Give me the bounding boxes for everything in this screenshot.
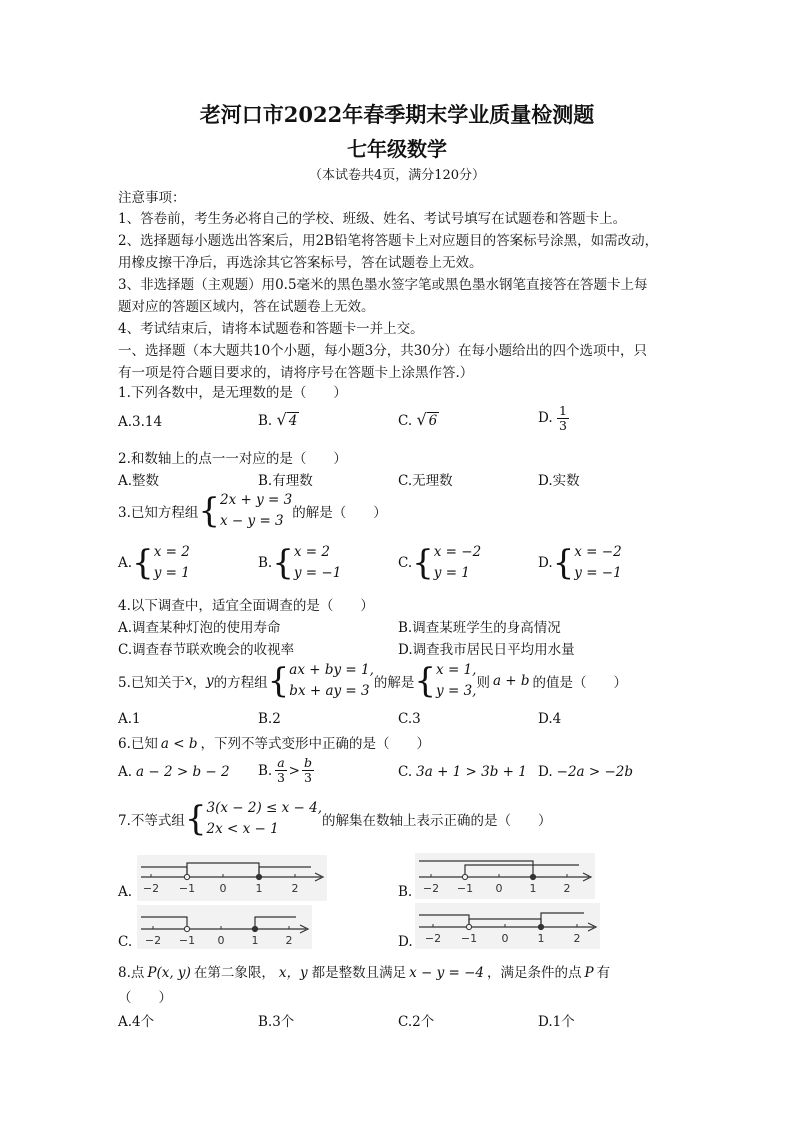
tick-label: 0 [501,932,509,945]
left-brace: { [414,661,437,701]
q4-option-c: C.调查春节联欢晚会的收视率 [118,642,295,658]
q8-mid3: ，满足条件的点 [487,965,582,981]
q5-prefix: 5.已知关于 [118,675,185,691]
left-brace: { [184,799,207,839]
q8-option-b: B.3个 [258,1014,295,1030]
endpoint-dot [538,924,543,929]
q3-c-label: C. [398,555,413,571]
tick-label: −1 [456,882,474,895]
endpoint-dot [466,924,471,929]
q8-paren: （ ） [118,990,172,1006]
q6-c-label: C. [398,764,413,780]
section1-line2: 有一项是符合题目要求的，请将序号在答题卡上涂黑作答.） [118,365,474,381]
tick-label: 0 [217,934,225,947]
solution-bracket [465,865,579,877]
q5-sol1: x = 1, [436,662,477,678]
q8-point: P(x, y) [147,965,191,981]
q8-option-c: C.2个 [398,1014,435,1030]
tick-label: −1 [460,932,478,945]
q3-eq2: x − y = 3 [220,513,284,529]
tick-label: 1 [251,934,259,947]
q3-option-a [118,542,190,584]
q6-cond: a < b [160,736,198,752]
q3-b-eq1: x = 2 [293,544,330,560]
left-brace: { [267,661,290,701]
note-3a: 3、非选择题（主观题）用0.5毫米的黑色墨水签字笔或黑色墨水钢笔直接答在答题卡上每 [118,277,648,293]
q6-b-num2: b [303,755,312,770]
q3-option-c [398,542,481,584]
q3-d-eq1: x = −2 [574,544,622,560]
q8-option-a: A.4个 [118,1014,155,1030]
solution-bracket [259,867,311,877]
q6-option-d [538,764,633,780]
sqrt-symbol: √ [276,410,287,429]
q6-d-label: D. [538,764,553,780]
q8-prefix: 8.点 [118,965,145,981]
left-brace: { [552,543,575,583]
tick-label: −1 [178,882,196,895]
q4-option-a: A.调查某种灯泡的使用寿命 [118,620,281,636]
q8-tail: 有 [596,965,611,981]
q5-sep: ， [192,675,207,691]
note-1: 1、答卷前，考生务必将自己的学校、班级、姓名、考试号填写在试题卷和答题卡上。 [118,211,627,227]
q1-c-prefix: C. [398,413,413,429]
q1-d-denominator: 3 [558,418,567,433]
tick-label: 2 [285,934,293,947]
tick-label: 0 [219,882,227,895]
solution-bracket [255,917,296,929]
left-brace: { [132,543,154,583]
left-brace: { [412,543,434,583]
q5-option-c: C.3 [398,711,421,727]
q6-b-gt: > [288,762,300,779]
tick-label: −2 [144,934,162,947]
q1-d-numerator: 1 [558,403,567,418]
tick-label: −2 [424,932,442,945]
solution-bracket [541,913,584,927]
number-line-d [415,903,600,949]
q5-eq2: bx + ay = 3 [289,683,370,699]
tick-label: 2 [563,882,571,895]
q8-cond: x − y = −4 [409,965,485,981]
q5-var-x: x [184,673,193,689]
q6-b-den1: 3 [276,770,285,785]
q7-option-d-numberline [415,903,600,949]
q2-option-d: D.实数 [538,473,580,489]
note-2a: 2、选择题每小题选出答案后，用2B铅笔将答题卡上对应题目的答案标号涂黑，如需改动， [118,233,659,249]
q5-mid: 的方程组 [213,675,268,691]
solution-bracket [141,867,187,877]
q1-b-prefix: B. [258,413,273,429]
q8-xy: x，y [278,965,308,981]
q6-prefix: 6.已知 [118,736,158,752]
q5-var-y: y [206,673,214,689]
q7-option-d-label: D. [398,934,413,950]
q3-c-eq2: y = 1 [433,565,470,581]
q6-option-b [258,756,314,785]
q4-option-b: B.调查某班学生的身高情况 [398,620,561,636]
solution-bracket [419,861,533,877]
q2-stem: 2.和数轴上的点一一对应的是（ ） [118,451,347,467]
page-subtitle: 七年级数学 [347,137,447,161]
q8-option-d: D.1个 [538,1014,575,1030]
q2-option-c: C.无理数 [398,473,453,489]
q3-d-label: D. [538,555,553,571]
q3-stem [118,490,387,532]
tick-label: 2 [573,932,581,945]
q3-option-b [258,542,341,584]
solution-bracket [141,917,187,929]
endpoint-dot [252,926,257,931]
q8-p: P [584,965,594,981]
tick-label: −2 [142,882,160,895]
q5-tail2: 的值是（ ） [532,675,628,691]
q3-c-eq1: x = −2 [433,544,482,560]
q6-a-expr: a − 2 > b − 2 [136,764,230,780]
q6-a-label: A. [118,764,133,780]
q6-stem [118,732,430,752]
tick-label: 0 [495,882,503,895]
endpoint-dot [462,874,467,879]
q5-tail1: 则 [476,675,490,691]
q6-b-num1: a [277,755,285,770]
q7-eq1: 3(x − 2) ≤ x − 4, [206,800,323,816]
q1-option-c [398,410,439,429]
q1-stem: 1.下列各数中，是无理数的是（ ） [118,385,347,401]
endpoint-dot [184,874,189,879]
q1-option-d [538,404,569,433]
q3-option-d [538,542,622,584]
q8-mid1: 在第二象限， [193,965,275,981]
left-brace: { [272,543,294,583]
q3-suffix: 的解是（ ） [292,505,387,521]
endpoint-dot [184,926,189,931]
q6-b-den2: 3 [304,770,312,785]
endpoint-dot [530,874,535,879]
notes-heading: 注意事项： [118,190,186,206]
q1-b-radicand: 4 [288,413,298,429]
q7-option-c-label: C. [118,934,133,950]
q5-sol2: y = 3, [436,683,477,699]
q6-b-label: B. [258,762,273,779]
q7-eq2: 2x < x − 1 [206,821,279,837]
number-line-a [137,855,327,901]
q3-eq1: 2x + y = 3 [220,492,293,508]
q7-option-b-numberline [415,853,595,899]
sqrt-symbol: √ [416,410,427,429]
q5-eq1: ax + by = 1, [289,662,374,678]
q5-option-d: D.4 [538,711,562,727]
q6-c-expr: 3a + 1 > 3b + 1 [416,764,527,780]
solution-bracket [419,915,469,927]
q5-stem [118,660,627,702]
q3-a-label: A. [118,555,133,571]
q4-stem: 4.以下调查中，适宜全面调查的是（ ） [118,598,374,614]
q5-sol-prefix: 的解是 [373,675,415,691]
q6-option-a [118,764,230,780]
q3-prefix: 3.已知方程组 [118,505,199,521]
exam-info: （本试卷共4页，满分120分） [308,168,486,183]
page-title: 老河口市2022年春季期末学业质量检测题 [199,102,595,127]
q3-b-eq2: y = −1 [293,565,342,581]
q1-option-a: A.3.14 [118,414,163,430]
section1-line1: 一、选择题（本大题共10个小题，每小题3分，共30分）在每小题给出的四个选项中，只 [118,343,647,359]
endpoint-dot [256,874,261,879]
tick-label: −2 [422,882,440,895]
q6-option-c [398,764,527,780]
q4-option-d: D.调查我市居民日平均用水量 [398,642,575,658]
q7-prefix: 7.不等式组 [118,813,185,829]
tick-label: 1 [529,882,537,895]
tick-label: 1 [537,932,545,945]
q6-d-expr: −2a > −2b [556,764,634,780]
q7-option-a-numberline [137,855,327,901]
q8-stem [118,961,610,981]
note-3b: 题对应的答题区域内，答在试题卷上无效。 [118,299,375,315]
q3-b-label: B. [258,555,273,571]
number-line-b [415,853,595,899]
q7-option-b-label: B. [398,884,413,900]
left-brace: { [198,491,221,531]
tick-label: −1 [178,934,196,947]
tick-label: 2 [291,882,299,895]
q1-c-radicand: 6 [428,413,438,429]
q3-a-eq2: y = 1 [153,565,190,581]
number-line-c [137,905,312,949]
tick-label: 1 [255,882,263,895]
note-4: 4、考试结束后，请将本试题卷和答题卡一并上交。 [118,321,424,337]
q7-stem [118,798,552,840]
q7-option-c-numberline [137,905,312,949]
q3-a-eq1: x = 2 [153,544,190,560]
q2-option-b: B.有理数 [258,473,313,489]
q1-option-b [258,410,299,429]
q5-option-b: B.2 [258,711,281,727]
q5-option-a: A.1 [118,711,141,727]
q7-suffix: 的解集在数轴上表示正确的是（ ） [322,813,552,829]
q6-suffix: ，下列不等式变形中正确的是（ ） [200,736,430,752]
q7-option-a-label: A. [118,884,133,900]
q1-d-prefix: D. [538,410,553,426]
q2-option-a: A.整数 [118,473,160,489]
q5-expr: a + b [492,673,530,689]
q8-mid2: 都是整数且满足 [311,965,407,981]
q3-d-eq2: y = −1 [574,565,622,581]
note-2b: 用橡皮擦干净后，再选涂其它答案标号，答在试题卷上无效。 [118,255,483,271]
